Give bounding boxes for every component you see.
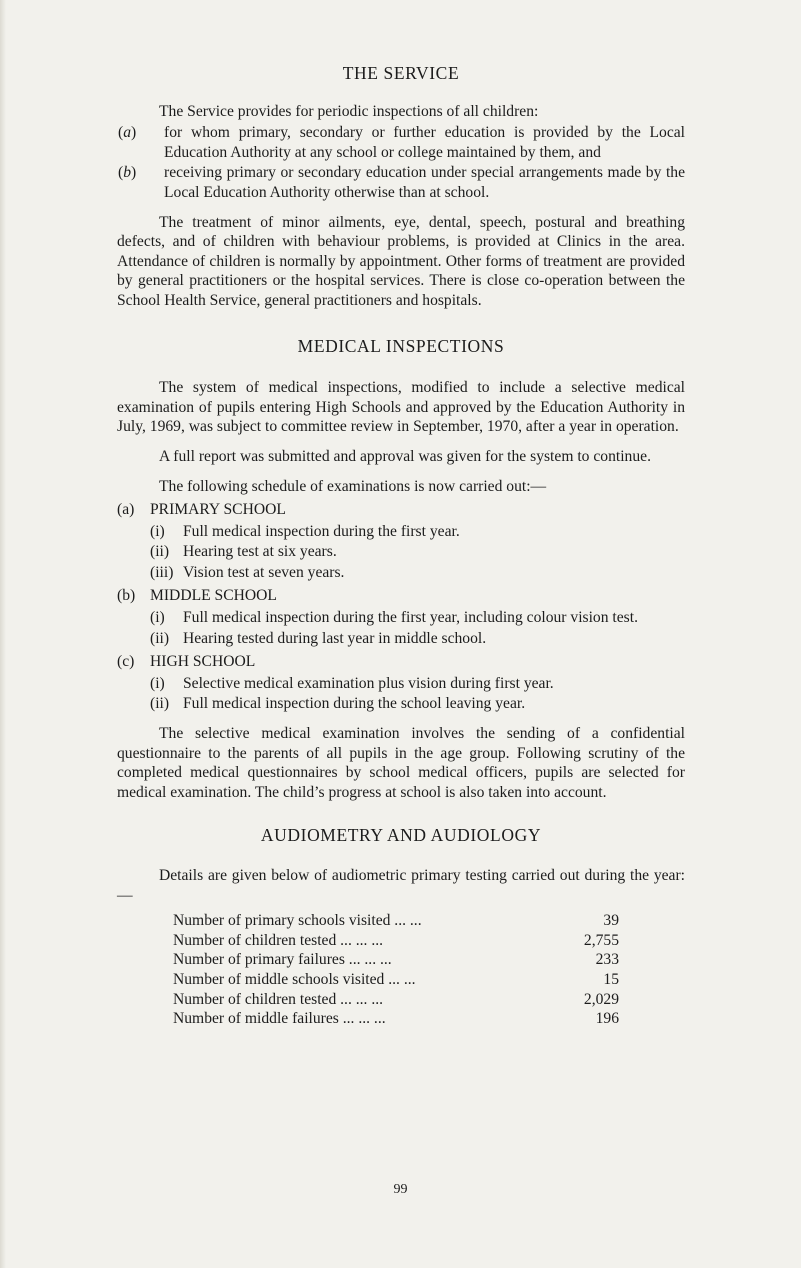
schedule-label: (c) — [117, 653, 135, 671]
stat-row — [173, 931, 619, 951]
item-text: Hearing tested during last year in middle school. — [183, 629, 487, 647]
item-text: Hearing test at six years. — [183, 543, 337, 561]
item-number: (ii) — [150, 629, 170, 647]
section-title-audiometry: AUDIOMETRY AND AUDIOLOGY — [260, 825, 542, 846]
item-text: Full medical inspection during the school leaving year. — [183, 695, 526, 713]
item-number: (i) — [150, 522, 165, 540]
stat-label: Number of children tested ... ... ... — [173, 990, 384, 1008]
section-title-medical: MEDICAL INSPECTIONS — [297, 335, 505, 356]
service-paragraph: The treatment of minor ailments, eye, dental, speech, postural and breathing defects, and of children with behaviour problems, is provided at Clinics in the area. Attendance of children is normally by appointment. Other forms of treatment are provided by general practitioners or the hospital services. There is close co-operation between the School Health Service, general practitioners and hospitals. — [117, 213, 685, 309]
stat-value: 233 — [595, 951, 619, 969]
schedule-item — [150, 608, 685, 628]
item-text: Vision test at seven years. — [183, 563, 345, 581]
medical-paragraph-3: The following schedule of examinations is now carried out:— — [159, 477, 547, 495]
service-item-a — [117, 123, 685, 162]
service-intro: The Service provides for periodic inspections of all children: — [159, 102, 539, 120]
schedule-label: (b) — [117, 587, 136, 605]
page-number: 99 — [393, 1182, 408, 1197]
schedule-item — [150, 629, 685, 649]
item-number: (ii) — [150, 543, 170, 561]
item-text: for whom primary, secondary or further education is provided by the Local Education Authority at any school or college maintained by them, and — [164, 124, 685, 161]
stat-row — [173, 1009, 619, 1029]
schedule-heading-text: PRIMARY SCHOOL — [150, 501, 286, 519]
item-label: (b) — [118, 164, 137, 182]
schedule-primary — [117, 500, 685, 582]
service-item-b — [117, 163, 685, 202]
schedule-item — [150, 563, 685, 583]
stat-value: 196 — [595, 1010, 619, 1028]
stat-label: Number of middle failures ... ... ... — [173, 1010, 386, 1028]
stat-value: 2,755 — [583, 931, 619, 949]
medical-paragraph-4: The selective medical examination involves the sending of a confidential questionnaire to the parents of all pupils in the age group. Following scrutiny of the completed medical questionnaires by school medical officers, pupils are selected for medical examination. The child’s progress at school is also taken into account. — [117, 725, 685, 801]
item-text: Full medical inspection during the first year. — [183, 522, 460, 540]
schedule-item — [150, 522, 685, 542]
schedule-item — [150, 542, 685, 562]
item-number: (ii) — [150, 695, 170, 713]
item-number: (iii) — [150, 563, 174, 581]
item-text: Full medical inspection during the first year, including colour vision test. — [183, 609, 638, 627]
schedule-heading-text: MIDDLE SCHOOL — [150, 587, 277, 605]
audiometry-stats — [117, 911, 685, 1029]
item-number: (i) — [150, 609, 165, 627]
schedule-heading — [117, 500, 685, 520]
stat-label: Number of children tested ... ... ... — [173, 931, 384, 949]
stat-row — [173, 950, 619, 970]
schedule-label: (a) — [117, 501, 135, 519]
schedule-heading — [117, 652, 685, 672]
item-text: receiving primary or secondary education under special arrangements made by the Local Education Authority otherwise than at school. — [164, 164, 685, 201]
item-text: Selective medical examination plus vision during first year. — [183, 674, 554, 692]
item-number: (i) — [150, 674, 165, 692]
schedule-item — [150, 674, 685, 694]
schedule-high — [117, 652, 685, 714]
stat-row — [173, 990, 619, 1010]
stat-value: 39 — [603, 912, 619, 930]
stat-row — [173, 911, 619, 931]
audiometry-paragraph: Details are given below of audiometric primary testing carried out during the year:— — [117, 867, 685, 904]
stat-label: Number of primary schools visited ... ... — [173, 912, 422, 930]
medical-paragraph-1: The system of medical inspections, modified to include a selective medical examination of pupils entering High Schools and approved by the Education Authority in July, 1969, was subject to committee review in September, 1970, after a year in operation. — [117, 379, 685, 436]
item-label: (a) — [118, 124, 137, 142]
page-edge — [0, 0, 6, 1268]
stat-value: 2,029 — [583, 990, 619, 1008]
document-body — [117, 60, 685, 1029]
medical-paragraph-2: A full report was submitted and approval was given for the system to continue. — [159, 447, 651, 465]
stat-label: Number of primary failures ... ... ... — [173, 951, 392, 969]
schedule-middle — [117, 586, 685, 648]
schedule-heading-text: HIGH SCHOOL — [150, 653, 256, 671]
schedule-heading — [117, 586, 685, 606]
section-title-service: THE SERVICE — [342, 63, 460, 83]
schedule-item — [150, 694, 685, 714]
stat-row — [173, 970, 619, 990]
stat-label: Number of middle schools visited ... ... — [173, 970, 416, 988]
stat-value: 15 — [603, 970, 619, 988]
